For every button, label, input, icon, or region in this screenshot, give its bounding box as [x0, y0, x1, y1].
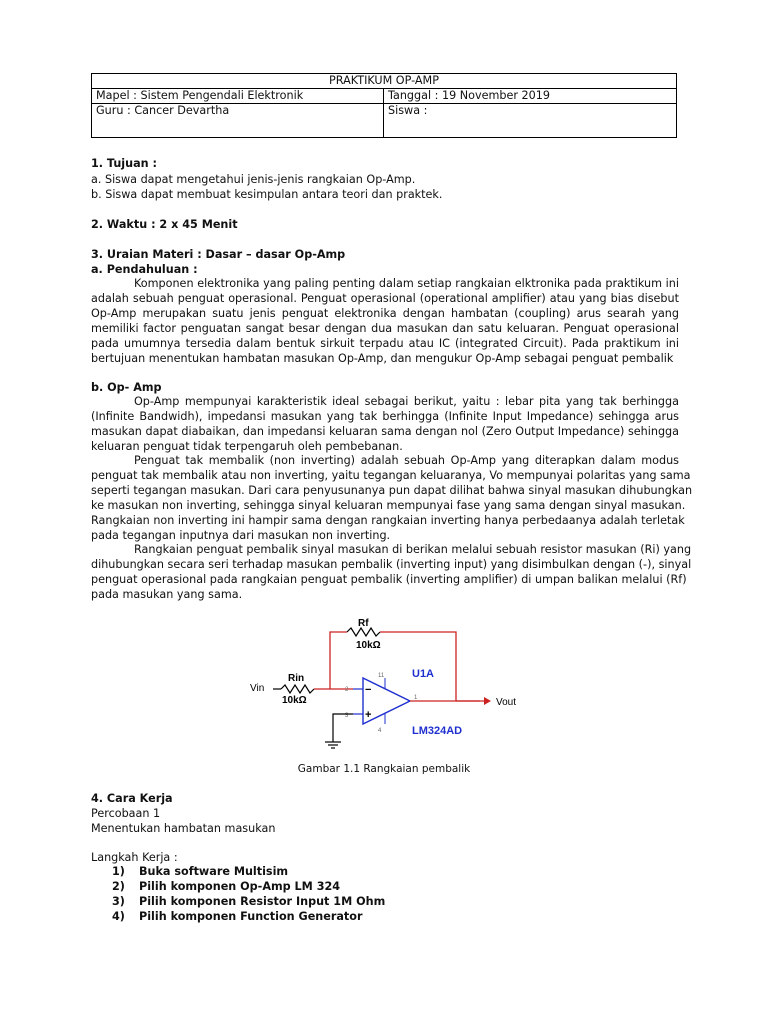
- step-number: 3): [112, 895, 125, 908]
- ground-wire: [333, 714, 353, 742]
- step-text: Buka software Multisim: [139, 865, 289, 878]
- u1a-label: U1A: [412, 668, 435, 680]
- p2-line: masukan dapat diabaikan, dan impedansi keluaran sama dengan nol (Zero Output Impedance) sehingga: [91, 425, 679, 438]
- p2-line: (Infinite Bandwidh), impedansi masukan yang tak berhingga (Infinite Input Impedance) sehingga arus: [91, 410, 679, 423]
- feedback-wire-right: [380, 632, 480, 701]
- step-text: Pilih komponen Op-Amp LM 324: [139, 880, 341, 893]
- p3-line: penguat tak membalik atau non inverting, yaitu tegangan keluaranya, Vo mempunyai polaritas yang sama: [91, 469, 691, 482]
- vout-label: Vout: [496, 697, 517, 708]
- part-label: LM324AD: [412, 725, 463, 737]
- list-item: [112, 864, 288, 879]
- p3-line: seperti tegangan masukan. Dari cara penyusunanya pun dapat dilihat bahwa sinyal masukan dihubungkan: [91, 484, 693, 497]
- guru-cell: Guru : Cancer Devartha: [92, 104, 384, 138]
- tujuan-heading: 1. Tujuan :: [91, 157, 157, 170]
- p4-line: dihubungkan secara seri terhadap masukan pembalik (inverting input) yang disimbulkan dengan (-), sinyal: [91, 558, 692, 571]
- step-text: Pilih komponen Resistor Input 1M Ohm: [139, 895, 386, 908]
- header-person-row: [92, 104, 677, 138]
- langkah-heading: Langkah Kerja :: [91, 851, 178, 864]
- header-table: [91, 73, 677, 138]
- step-number: 2): [112, 880, 125, 893]
- rin-resistor: [281, 685, 314, 693]
- p1-line: adalah sebuah penguat operasional. Penguat operasional (operational amplifier) atau yang bias disebut: [91, 292, 679, 305]
- pin-1: 1: [414, 695, 418, 701]
- vin-label: Vin: [250, 683, 265, 694]
- output-arrow-icon: [484, 697, 491, 705]
- p1-line: memiliki factor penguatan sangat besar dengan dua masukan dan satu keluaran. Penguat operasional: [91, 322, 679, 335]
- feedback-wire: [330, 632, 347, 689]
- ground-icon: [325, 742, 341, 748]
- uraian-heading: 3. Uraian Materi : Dasar – dasar Op-Amp: [91, 248, 346, 261]
- inverting-amplifier-diagram: [240, 610, 540, 750]
- tanggal-cell: Tanggal : 19 November 2019: [384, 89, 677, 104]
- pin-4: 4: [378, 728, 382, 734]
- rf-value: 10kΩ: [356, 640, 381, 651]
- pin-2: 2: [345, 687, 349, 693]
- p3-line: pada tegangan inputnya dari masukan non inverting.: [91, 529, 391, 542]
- pendahuluan-heading: a. Pendahuluan :: [91, 263, 198, 276]
- mapel-cell: Mapel : Sistem Pengendali Elektronik: [92, 89, 384, 104]
- step-number: 4): [112, 910, 125, 923]
- percobaan-label: Percobaan 1: [91, 807, 161, 820]
- list-item: [112, 879, 340, 894]
- p1-line: Komponen elektronika yang paling penting dalam setiap rangkaian elktronika pada praktikum ini: [134, 277, 679, 290]
- header-info-row: [92, 89, 677, 104]
- cara-kerja-heading: 4. Cara Kerja: [91, 792, 173, 805]
- p3-line: Rangkaian non inverting ini hampir sama dengan rangkaian inverting hanya perbedaanya adalah terletak: [91, 514, 685, 527]
- list-item: [112, 894, 385, 909]
- waktu-heading: 2. Waktu : 2 x 45 Menit: [91, 218, 238, 231]
- tujuan-b: b. Siswa dapat membuat kesimpulan antara teori dan praktek.: [91, 188, 443, 201]
- opamp-heading: b. Op- Amp: [91, 381, 162, 394]
- step-text: Pilih komponen Function Generator: [139, 910, 363, 923]
- p4-line: penguat operasional pada rangkaian penguat pembalik (inverting amplifier) di umpan balikan melalui (Rf): [91, 573, 687, 586]
- p1-line: Op-Amp merupakan suatu jenis penguat elektronika dengan hambatan (coupling) arus searah yang: [91, 307, 679, 320]
- plus-sign: +: [365, 709, 372, 721]
- p4-line: pada masukan yang sama.: [91, 588, 243, 601]
- figure-caption: Gambar 1.1 Rangkaian pembalik: [297, 763, 471, 775]
- pin-11: 11: [378, 673, 385, 679]
- siswa-cell: Siswa :: [384, 104, 677, 138]
- list-item: [112, 909, 362, 924]
- p3-line: ke masukan non inverting, sehingga sinyal keluaran mempunyai fase yang sama dengan sinyal masukan.: [91, 499, 686, 512]
- pin-3: 3: [345, 713, 349, 719]
- header-title-row: [92, 74, 677, 89]
- tujuan-a: a. Siswa dapat mengetahui jenis-jenis rangkaian Op-Amp.: [91, 173, 416, 186]
- rf-resistor: [347, 628, 380, 636]
- rin-label: Rin: [288, 673, 305, 684]
- percobaan-title: Menentukan hambatan masukan: [91, 822, 276, 835]
- step-number: 1): [112, 865, 125, 878]
- rin-value: 10kΩ: [282, 695, 307, 706]
- p1-line: bertujuan menentukan hambatan masukan Op-Amp, dan mengukur Op-Amp sebagai penguat pembalik: [91, 352, 674, 365]
- p2-line: Op-Amp mempunyai karakteristik ideal sebagai berikut, yaitu : lebar pita yang tak berhingga: [134, 395, 679, 408]
- minus-sign: −: [365, 684, 372, 696]
- rf-label: Rf: [358, 618, 369, 629]
- doc-title: PRAKTIKUM OP-AMP: [92, 74, 677, 89]
- p2-line: keluaran penguat tidak terpengaruh oleh pembebanan.: [91, 440, 403, 453]
- p1-line: pada umumnya tersedia dalam bentuk sirkuit terpadu atau IC (integrated Circuit). Pada praktikum ini: [91, 337, 679, 350]
- p3-line: Penguat tak membalik (non inverting) adalah sebuah Op-Amp yang diterapkan dalam modus: [134, 454, 679, 467]
- p4-line: Rangkaian penguat pembalik sinyal masukan di berikan melalui sebuah resistor masukan (Ri) yang: [134, 543, 692, 556]
